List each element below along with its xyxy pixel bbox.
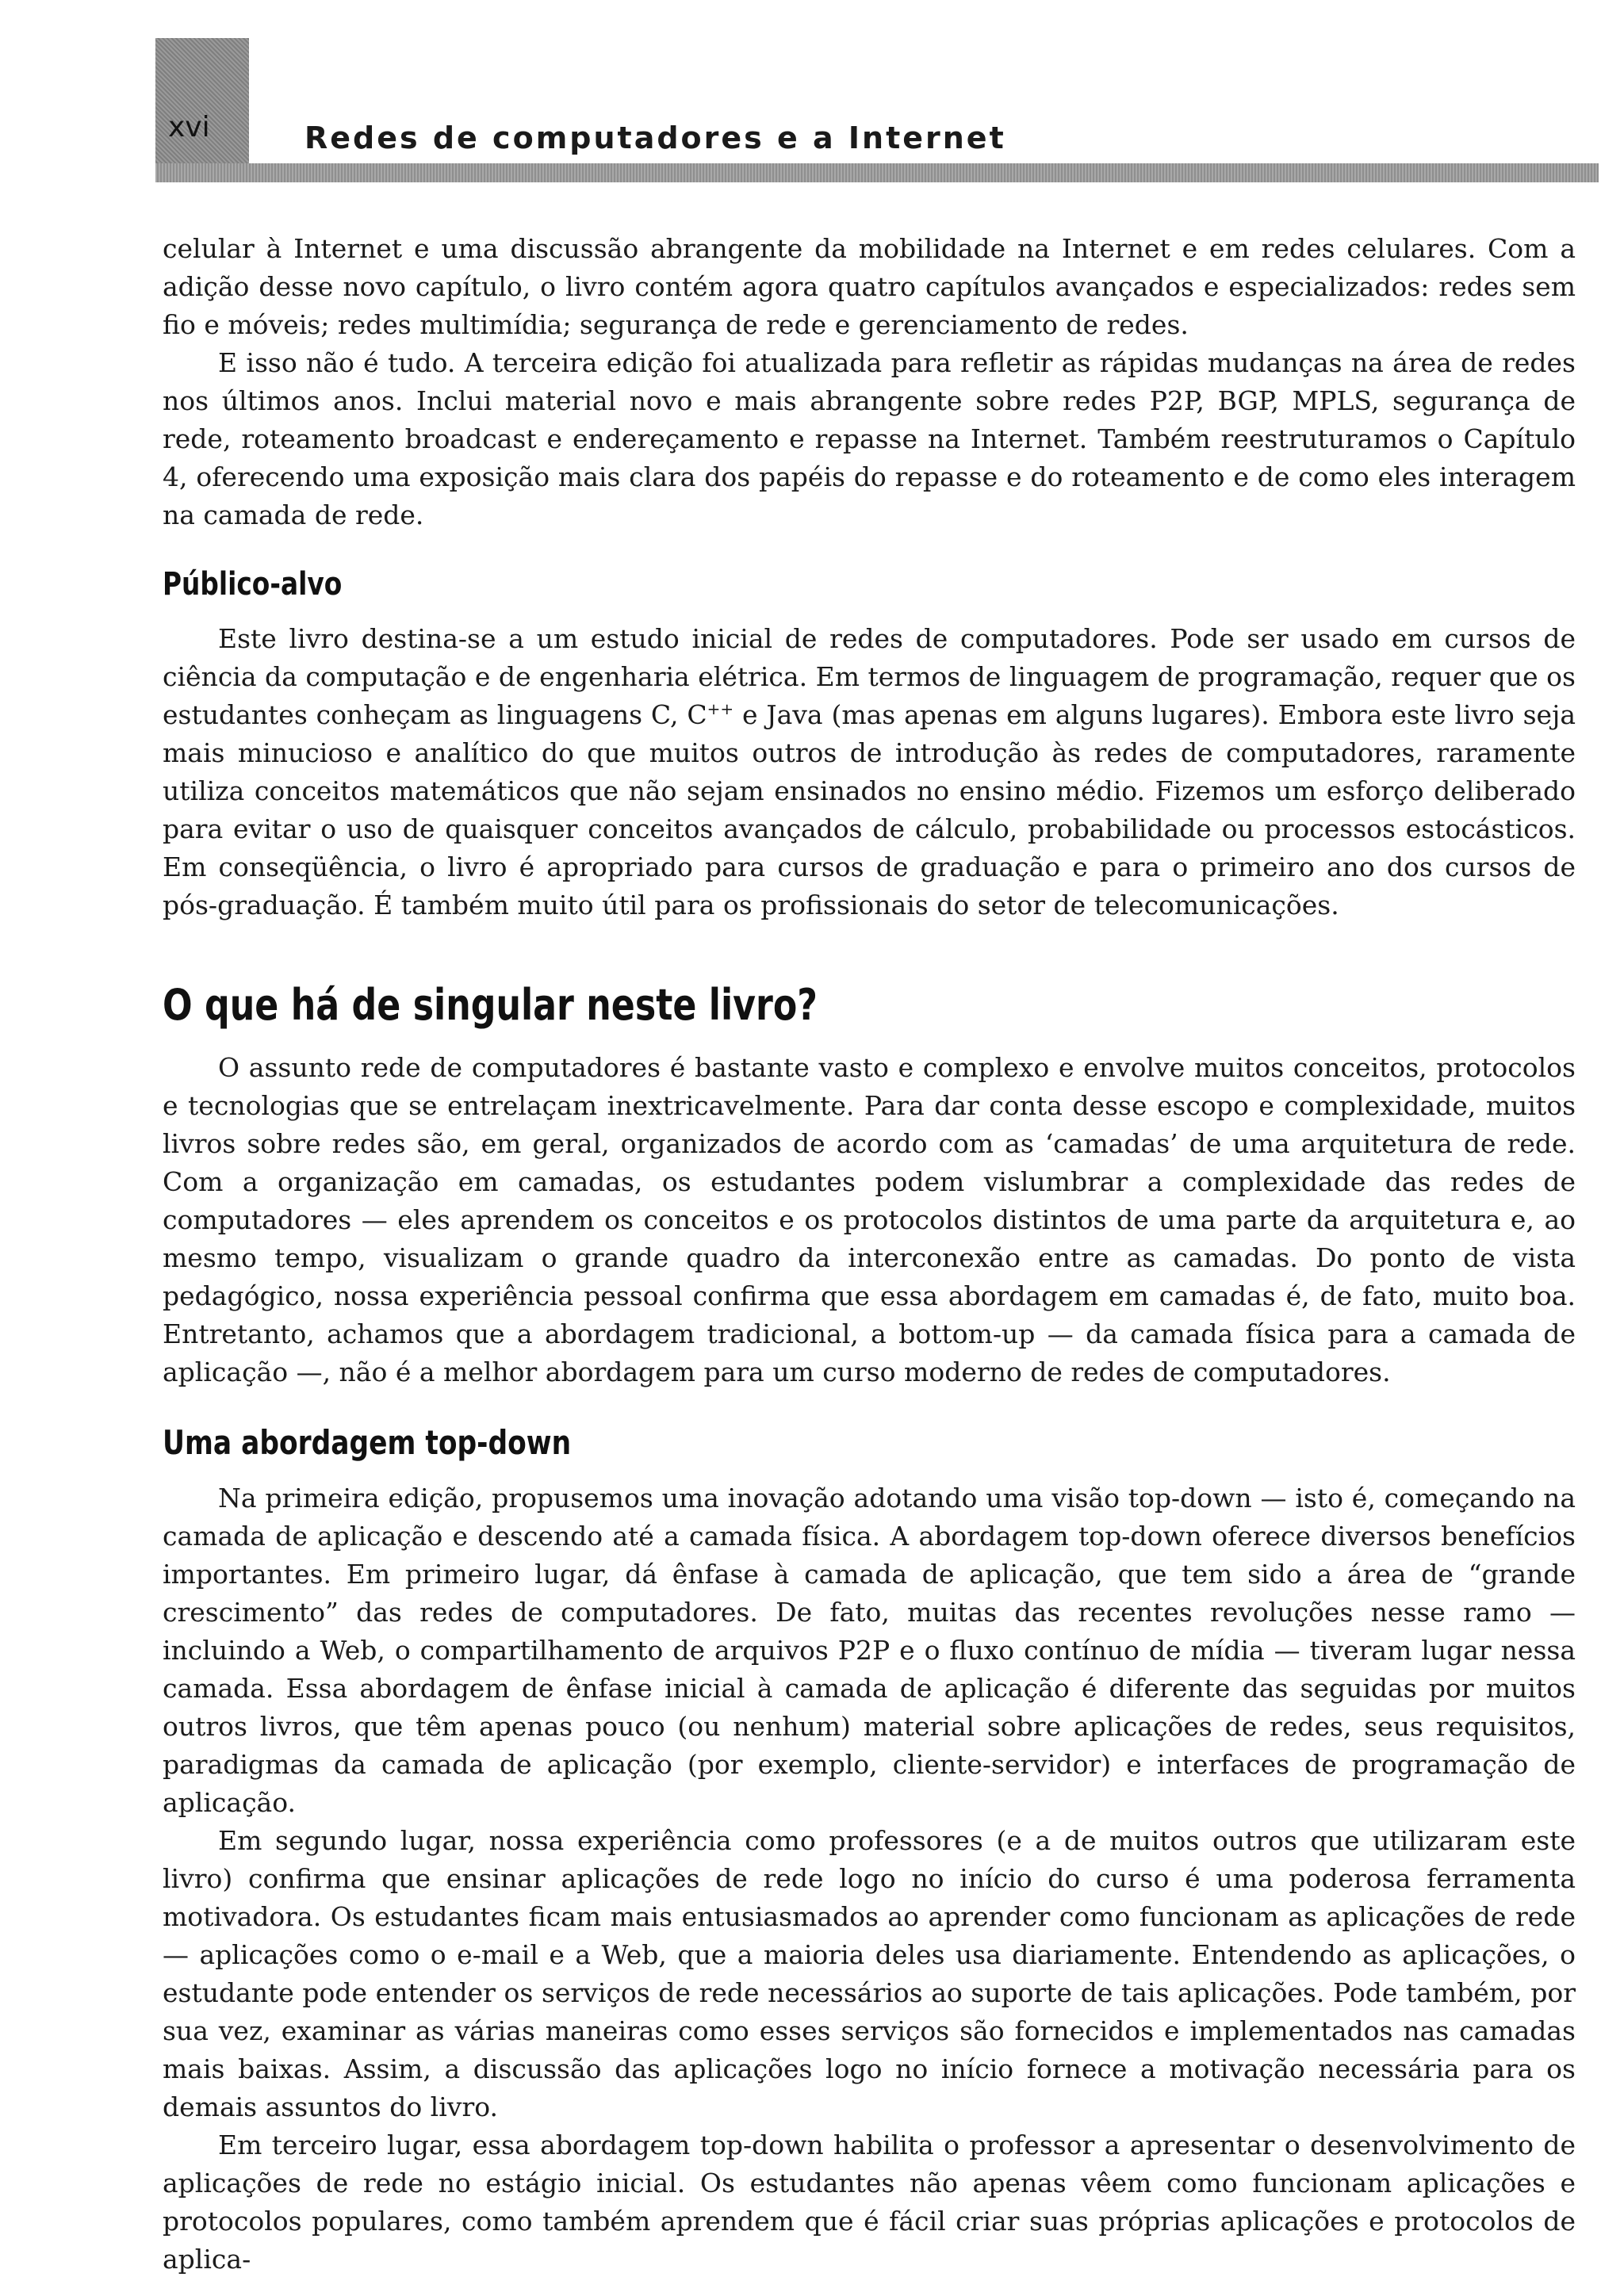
page-body [163, 230, 1576, 2279]
subsection-heading-top-down: Uma abordagem top-down [163, 1423, 572, 1462]
text-run: Este livro destina-se a um estudo inicial de redes de computadores. Pode ser usado em cursos de ciência da computação e de engenharia elétrica. Em termos de linguagem de programação, requer que os estudantes conheçam as linguagens C, C [163, 623, 1576, 730]
running-title: Redes de computadores e a Internet [304, 121, 1006, 155]
section-heading-publico-alvo: Público-alvo [163, 566, 343, 603]
page-number: xvi [168, 111, 210, 144]
paragraph-top-down-1: Na primeira edição, propusemos uma inovação adotando uma visão top-down — isto é, começando na camada de aplicação e descendo até a camada física. A abordagem top-down oferece diversos benefícios importantes. Em primeiro lugar, dá ênfase à camada de aplicação, que tem sido a área de “grande crescimento” das redes de computadores. De fato, muitas das recentes revoluções nesse ramo — incluindo a Web, o compartilhamento de arquivos P2P e o fluxo contínuo de mídia — tiveram lugar nessa camada. Essa abordagem de ênfase inicial à camada de aplicação é diferente das seguidas por muitos outros livros, que têm apenas pouco (ou nenhum) material sobre aplicações de redes, seus requisitos, paradigmas da camada de aplicação (por exemplo, cliente-servidor) e interfaces de programação de aplicação. [163, 1483, 1576, 1818]
section-heading-singular: O que há de singular neste livro? [163, 980, 818, 1030]
paragraph-continued: celular à Internet e uma discussão abrangente da mobilidade na Internet e em redes celulares. Com a adição desse novo capítulo, o livro contém agora quatro capítulos avançados e especializados: redes sem fio e móveis; redes multimídia; segurança de rede e gerenciamento de redes. [163, 233, 1576, 340]
paragraph-singular: O assunto rede de computadores é bastante vasto e complexo e envolve muitos conceitos, protocolos e tecnologias que se entrelaçam inextricavelmente. Para dar conta desse escopo e complexidade, muitos livros sobre redes são, em geral, organizados de acordo com as ‘camadas’ de uma arquitetura de rede. Com a organização em camadas, os estudantes podem vislumbrar a complexidade das redes de computadores — eles aprendem os conceitos e os protocolos distintos de uma parte da arquitetura e, ao mesmo tempo, visualizam o grande quadro da interconexão entre as camadas. Do ponto de vista pedagógico, nossa experiência pessoal confirma que essa abordagem em camadas é, de fato, muito boa. Entretanto, achamos que a abordagem tradicional, a bottom-up — da camada física para a camada de aplicação —, não é a melhor abordagem para um curso moderno de redes de computadores. [163, 1052, 1576, 1387]
superscript: ++ [707, 699, 734, 718]
header-rule [155, 163, 1599, 182]
text-run: e Java (mas apenas em alguns lugares). Embora este livro seja mais minucioso e analítico do que muitos outros de introdução às redes de computadores, raramente utiliza conceitos matemáticos que não sejam ensinados no ensino médio. Fizemos um esforço deliberado para evitar o uso de quaisquer conceitos avançados de cálculo, probabilidade ou processos estocásticos. Em conseqüência, o livro é apropriado para cursos de graduação e para o primeiro ano dos cursos de pós-graduação. É também muito útil para os profissionais do setor de telecomunicações. [163, 699, 1576, 920]
paragraph: E isso não é tudo. A terceira edição foi atualizada para refletir as rápidas mudanças na área de redes nos últimos anos. Inclui material novo e mais abrangente sobre redes P2P, BGP, MPLS, segurança de rede, roteamento broadcast e endereçamento e repasse na Internet. Também reestruturamos o Capítulo 4, oferecendo uma exposição mais clara dos papéis do repasse e do roteamento e de como eles interagem na camada de rede. [163, 347, 1576, 530]
paragraph-publico-alvo [163, 620, 1576, 924]
paragraph-top-down-3: Em terceiro lugar, essa abordagem top-down habilita o professor a apresentar o desenvolvimento de aplicações de rede no estágio inicial. Os estudantes não apenas vêem como funcionam aplicações e protocolos populares, como também aprendem que é fácil criar suas próprias aplicações e protocolos de aplica- [163, 2130, 1576, 2275]
paragraph-top-down-2: Em segundo lugar, nossa experiência como professores (e a de muitos outros que utilizaram este livro) confirma que ensinar aplicações de rede logo no início do curso é uma poderosa ferramenta motivadora. Os estudantes ficam mais entusiasmados ao aprender como funcionam as aplicações de rede — aplicações como o e-mail e a Web, que a maioria deles usa diariamente. Entendendo as aplicações, o estudante pode entender os serviços de rede necessários ao suporte de tais aplicações. Pode também, por sua vez, examinar as várias maneiras como esses serviços são fornecidos e implementados nas camadas mais baixas. Assim, a discussão das aplicações logo no início fornece a motivação necessária para os demais assuntos do livro. [163, 1825, 1576, 2122]
page-number-tab [155, 38, 249, 182]
